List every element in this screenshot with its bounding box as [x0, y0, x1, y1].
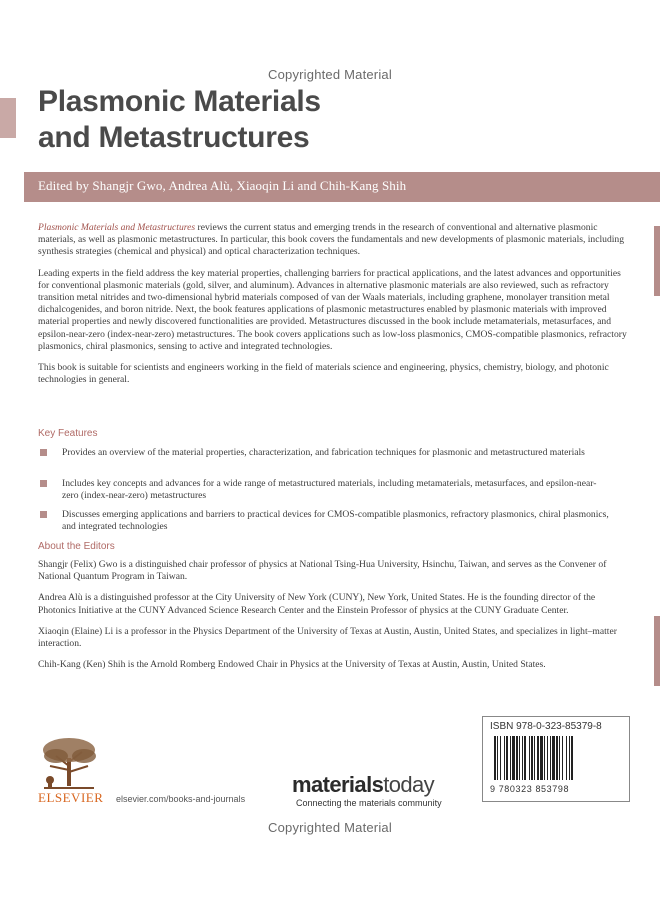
key-feature-item	[40, 509, 610, 533]
key-feature-text: Discusses emerging applications and barriers to practical devices for CMOS-compatible plasmonics, refractory plasmonics, chiral plasmonics, and integrated technologies	[62, 509, 609, 533]
editor-bio: Andrea Alù is a distinguished professor at the City University of New York (CUNY), New York, United States. He is the founding director of the Photonics Initiative at the CUNY Advanced Science Research Center and the Einstein Professor of physics at the CUNY Graduate Center.	[38, 592, 596, 616]
barcode-icon	[492, 736, 620, 782]
editors-line: Edited by Shangjr Gwo, Andrea Alù, Xiaoqin Li and Chih-Kang Shih	[38, 178, 407, 193]
isbn-label: ISBN 978-0-323-85379-8	[490, 721, 602, 732]
right-edge-accent-bottom	[654, 616, 660, 686]
about-editors-heading: About the Editors	[38, 541, 115, 552]
key-feature-item	[40, 447, 610, 459]
elsevier-tree-icon	[38, 736, 100, 790]
editor-bio: Chih-Kang (Ken) Shih is the Arnold Romberg Endowed Chair in Physics at the University of Texas at Austin, Austin, United States.	[38, 659, 546, 671]
publisher-url: elsevier.com/books-and-journals	[116, 794, 246, 804]
description-paragraph-3: This book is suitable for scientists and engineers working in the field of materials science and engineering, physics, chemistry, biology, and photonic technologies in general.	[38, 362, 609, 386]
description-paragraph-2: Leading experts in the field address the key material properties, challenging barriers for practical applications, and the latest advances and opportunities for conventional plasmonic materials (gold, silver, and aluminum). Advances in alternative plasmonic materials are also reviewed, such as refractory transition metal nitrides and two-dimensional hybrid materials composed of van der Waals materials, including graphene, monolayer transition metal dichalcogenides, and boron nitride. Next, the book features applications of plasmonic metastructures enabled by plasmonic materials with improved material properties and newly discovered functionalities are provided. Metastructures discussed in the book include metamaterials, metasurfaces, and epsilon-near-zero (index-near-zero) metastructures. The book covers applications such as low-loss plasmonics, CMOS-compatible plasmonics, refractory plasmonics, chiral plasmonics, sensing to active and integrated technologies.	[38, 267, 627, 352]
key-feature-item	[40, 478, 610, 502]
description-title-ref: Plasmonic Materials and Metastructures	[38, 222, 196, 233]
square-bullet-icon	[40, 449, 47, 456]
materials-today-tagline: Connecting the materials community	[296, 798, 442, 808]
copyright-watermark-bottom: Copyrighted Material	[268, 820, 392, 835]
square-bullet-icon	[40, 511, 47, 518]
editor-bio: Shangjr (Felix) Gwo is a distinguished chair professor of physics at National Tsing-Hua University, Hsinchu, Taiwan, and serves as the Convener of National Quantum Program in Taiwan.	[38, 559, 607, 583]
elsevier-wordmark: ELSEVIER	[38, 790, 104, 805]
editor-bios	[38, 559, 628, 680]
description-paragraph-1	[38, 222, 628, 259]
materials-today-logo	[292, 772, 434, 798]
key-feature-text: Includes key concepts and advances for a wide range of metastructured materials, including metamaterials, metasurfaces, and epsilon-near-zero (index-near-zero) metastructures	[62, 478, 597, 502]
editor-bio: Xiaoqin (Elaine) Li is a professor in the Physics Department of the University of Texas at Austin, Austin, United States, and specializes in light–matter interaction.	[38, 625, 617, 650]
copyright-watermark-top: Copyrighted Material	[268, 67, 392, 82]
book-title-line-1: Plasmonic Materials	[38, 85, 321, 118]
book-title	[38, 84, 321, 156]
book-title-line-2: and Metastructures	[38, 121, 310, 154]
barcode-digits: 9 780323 853798	[490, 784, 570, 794]
key-feature-text: Provides an overview of the material properties, characterization, and fabrication techniques for plasmonic and metastructured materials	[62, 447, 585, 458]
right-edge-accent-top	[654, 226, 660, 296]
materials-today-logo-light: today	[383, 772, 435, 797]
description-paragraph-1-text: reviews the current status and emerging trends in the research of conventional and alternative plasmonic materials, as well as plasmonic metastructures. In particular, this book covers the fundamentals and new developments of plasmonic materials, including synthesis strategies (chemical and physical) and optical characterization techniques.	[38, 222, 625, 258]
square-bullet-icon	[40, 480, 47, 487]
key-features-heading: Key Features	[38, 428, 98, 439]
description	[38, 222, 628, 395]
title-accent-bar	[0, 98, 16, 138]
materials-today-logo-bold: materials	[292, 772, 384, 797]
